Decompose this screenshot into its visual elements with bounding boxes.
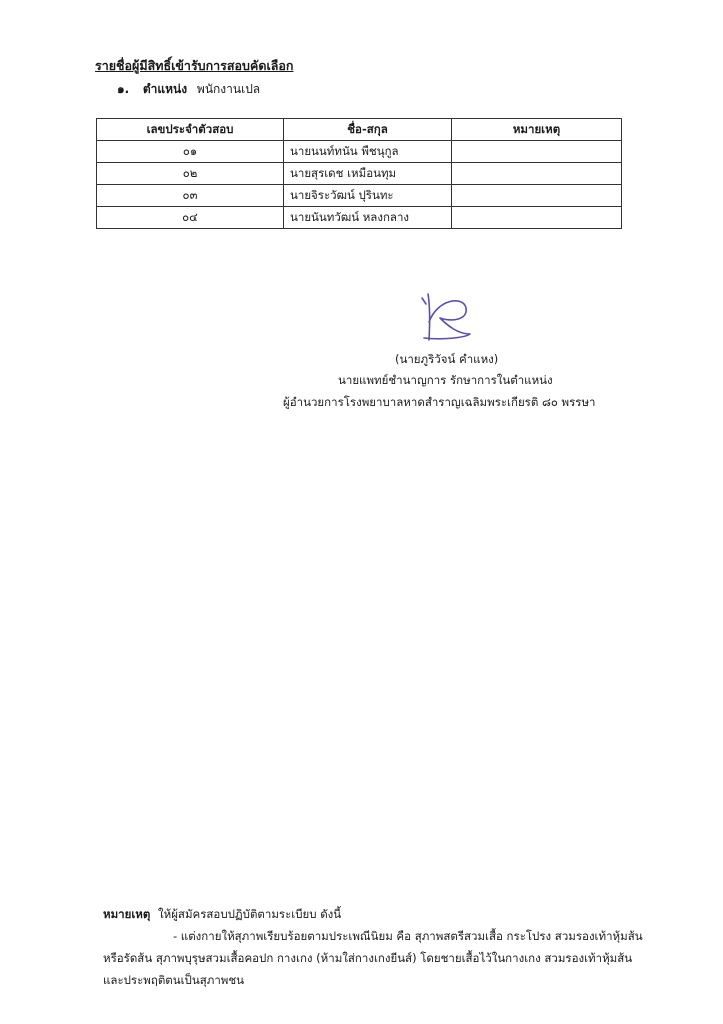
note-line-4: และประพฤติตนเป็นสุภาพชน: [103, 973, 245, 987]
position-label: ตำแหน่ง: [142, 82, 188, 96]
header-exam-id: เลขประจำตัวสอบ: [97, 119, 284, 141]
table-row: [97, 163, 622, 185]
note-line-2: - แต่งกายให้สุภาพเรียบร้อยตามประเพณีนิยม คือ สุภาพสตรีสวมเสื้อ กระโปรง สวมรองเท้าหุ้มส้น: [173, 929, 643, 943]
cell-remark: [452, 141, 622, 163]
position-line: [117, 80, 260, 99]
cell-exam-id: ๐๓: [97, 185, 284, 207]
note-section: [103, 903, 673, 991]
header-remark: หมายเหตุ: [452, 119, 622, 141]
position-value: พนักงานเปล: [196, 82, 261, 96]
cell-exam-id: ๐๔: [97, 207, 284, 229]
table-header-row: [97, 119, 622, 141]
position-number: ๑.: [117, 82, 130, 96]
cell-exam-id: ๐๒: [97, 163, 284, 185]
signer-name: (นายภูริวัจน์ คำแหง): [395, 352, 499, 366]
table-row: [97, 207, 622, 229]
signer-title: นายแพทย์ชำนาญการ รักษาการในตำแหน่ง: [338, 373, 553, 387]
signature-stroke: [422, 294, 470, 340]
cell-full-name: นายสุรเดช เหมือนทุม: [284, 163, 452, 185]
table-row: [97, 185, 622, 207]
note-intro-line: [103, 903, 673, 925]
cell-full-name: นายนนท์ทนัน พืชนุกูล: [284, 141, 452, 163]
cell-exam-id: ๐๑: [97, 141, 284, 163]
cell-remark: [452, 185, 622, 207]
signer-organization: ผู้อำนวยการโรงพยาบาลหาดสำราญเฉลิมพระเกียรติ ๘๐ พรรษา: [283, 395, 596, 409]
note-intro: ให้ผู้สมัครสอบปฏิบัติตามระเบียบ ดังนี้: [158, 907, 342, 921]
table-row: [97, 141, 622, 163]
signature-image: [418, 292, 474, 344]
note-line-3: หรือรัดส้น สุภาพบุรุษสวมเสื้อคอปก กางเกง (ห้ามใส่กางเกงยีนส์) โดยชายเสื้อไว้ในกางเกง สวมรองเท้าหุ้มส้น: [103, 951, 633, 965]
header-full-name: ชื่อ-สกุล: [284, 119, 452, 141]
document-heading: รายชื่อผู้มีสิทธิ์เข้ารับการสอบคัดเลือก: [95, 58, 294, 73]
cell-full-name: นายนันทวัฒน์ หลงกลาง: [284, 207, 452, 229]
cell-remark: [452, 207, 622, 229]
cell-full-name: นายจิระวัฒน์ ปุรินทะ: [284, 185, 452, 207]
candidates-table: [96, 118, 622, 229]
note-label: หมายเหตุ: [103, 907, 151, 921]
cell-remark: [452, 163, 622, 185]
